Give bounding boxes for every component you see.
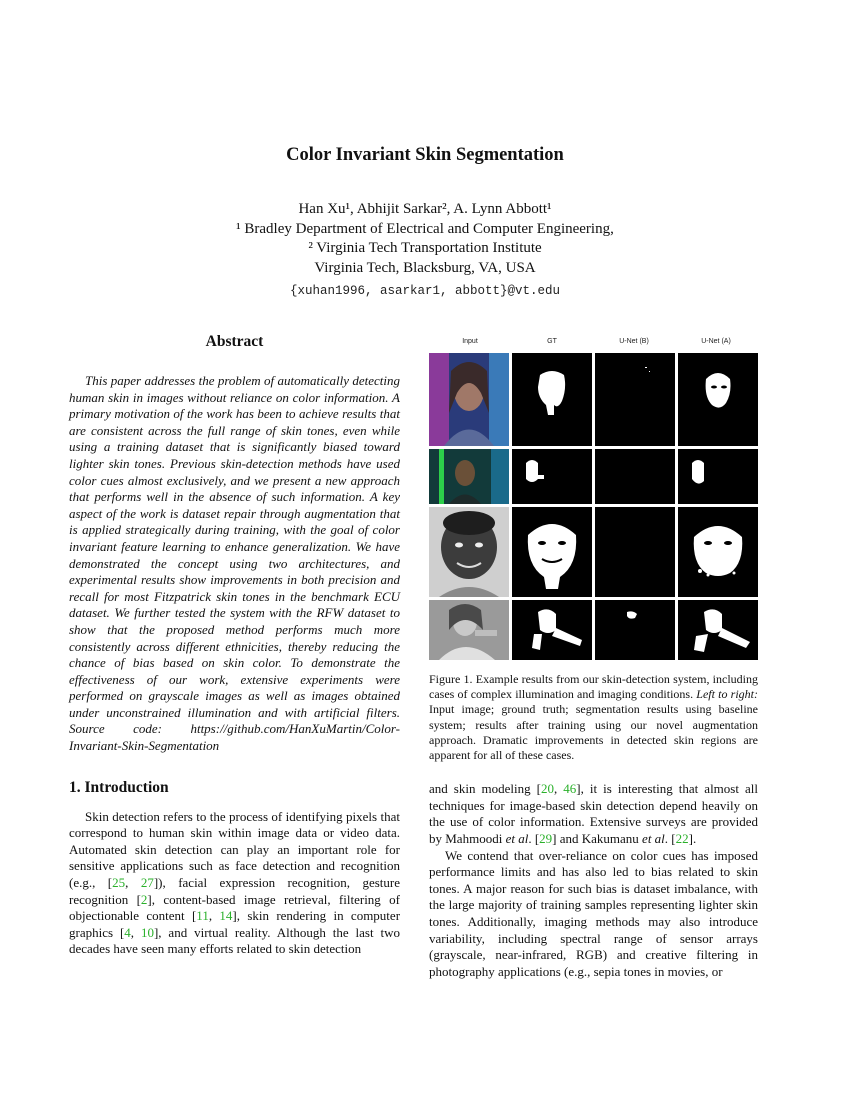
introduction-continued [429, 781, 758, 980]
citation-link[interactable]: 14 [219, 908, 233, 924]
citation-link[interactable]: 11 [196, 908, 209, 924]
figure-label-input: Input [462, 338, 478, 345]
affiliation-3: Virginia Tech, Blacksburg, VA, USA [314, 259, 536, 276]
abstract-heading: Abstract [205, 333, 264, 350]
affiliation-1: ¹ Bradley Department of Electrical and Computer Engineering, [236, 220, 614, 237]
affiliation-2: ² Virginia Tech Transportation Institute [308, 240, 542, 256]
citation-link[interactable]: 29 [539, 831, 553, 846]
unet-a-result-2 [678, 449, 758, 504]
unet-a-result-4 [678, 600, 758, 660]
right-column [429, 333, 758, 980]
unet-a-result-3 [678, 507, 758, 597]
introduction-heading: 1. Introduction [69, 778, 169, 796]
input-photo-2 [429, 449, 509, 504]
citation-link[interactable]: 2 [140, 891, 148, 907]
input-photo-1 [429, 353, 509, 446]
figure-column-labels [429, 338, 758, 350]
figure-label-unet-a: U-Net (A) [701, 338, 731, 345]
ground-truth-mask-4 [512, 600, 592, 660]
figure-label-unet-b: U-Net (B) [619, 338, 649, 345]
abstract-text: This paper addresses the problem of automatically detecting human skin in images without reliance on color information. A primary motivation of the work has been to achieve results that are consistent across the full range of skin tones, even while using a training dataset that is significantly biased toward lighter skin tones. Previous skin-detection methods have used color cues almost exclusively, and we present a new approach that performs well in the absence of such information. A key aspect of the work is dataset repair through augmentation that is applied strategically during training, with the goal of color invariant feature learning to enhance generalization. We have demonstrated the concept using two architectures, and experimental results show improvements in both precision and recall for most Fitzpatrick skin tones in the benchmark ECU dataset. We further tested the system with the RFW dataset to show that the proposed method performs much more consistently across different ethnicities, thereby reducing the chance of bias based on skin color. To demonstrate the effectiveness of our work, extensive experiments were performed on grayscale images as well as images obtained under unconstrained illumination and with artificial filters. Source code: https://github.com/HanXuMartin/Color-Invariant-Skin-Segmentation [69, 373, 400, 754]
unet-b-result-4 [595, 600, 675, 660]
unet-a-result-1 [678, 353, 758, 446]
citation-link[interactable]: 4 [124, 924, 131, 940]
ground-truth-mask-2 [512, 449, 592, 504]
unet-b-result-2 [595, 449, 675, 504]
input-photo-4 [429, 600, 509, 660]
author-emails: {xuhan1996, asarkar1, abbott}@vt.edu [289, 284, 561, 298]
figure-image-grid [429, 353, 758, 660]
introduction-paragraph: Skin detection refers to the process of identifying pixels that correspond to human skin within image data or video data. Automated skin detection can play an important role for sensitive applications such as face detection and recognition (e.g., [25, 27]), facial expression recognition, gesture recognition [2], content-based image retrieval, filtering of objectionable content [11, 14], skin rendering in computer graphics [4, 10], and virtual reality. Although the last two decades have seen many efforts related to skin detection [69, 808, 401, 957]
citation-link[interactable]: 10 [140, 924, 154, 940]
citation-link[interactable]: 27 [140, 875, 154, 891]
ground-truth-mask-1 [512, 353, 592, 446]
figure-label-gt: GT [547, 338, 557, 345]
citation-link[interactable]: 46 [563, 781, 577, 797]
figure-1 [429, 338, 758, 763]
citation-link[interactable]: 22 [675, 831, 689, 846]
unet-b-result-1 [595, 353, 675, 446]
right-paragraph-2: We contend that over-reliance on color cues has imposed performance limits and has also led to bias related to skin tones. A major reason for such bias is dataset imbalance, with the large majority of training samples representing lighter skin tones. Additionally, imaging methods may also introduce variability, including spectral range of sensor arrays (grayscale, near-infrared, RGB) and creative filtering in photography applications (e.g., sepia tones in movies, or [429, 847, 758, 979]
citation-link[interactable]: 20 [540, 781, 554, 797]
unet-b-result-3 [595, 507, 675, 597]
citation-link[interactable]: 25 [112, 875, 126, 891]
figure-caption: Figure 1. Example results from our skin-detection system, including cases of complex illumination and imaging conditions. Left to right: Input image; ground truth; segmentation results using baseline system; results after training using our novel augmentation approach. Dramatic improvements in detected skin regions are apparent for all of these cases. [429, 672, 759, 763]
authors-line: Han Xu¹, Abhijit Sarkar², A. Lynn Abbott¹ [298, 201, 552, 217]
paper-title: Color Invariant Skin Segmentation [286, 145, 564, 165]
right-paragraph-1: and skin modeling [20, 46], it is interesting that almost all techniques for image-based skin detection depend heavily on the use of color information. Extensive surveys are provided by Mahmoodi et al. [29] and Kakumanu et al. [22]. [429, 781, 758, 846]
ground-truth-mask-3 [512, 507, 592, 597]
left-column [69, 333, 400, 958]
input-photo-3 [429, 507, 509, 597]
author-block [0, 200, 850, 302]
